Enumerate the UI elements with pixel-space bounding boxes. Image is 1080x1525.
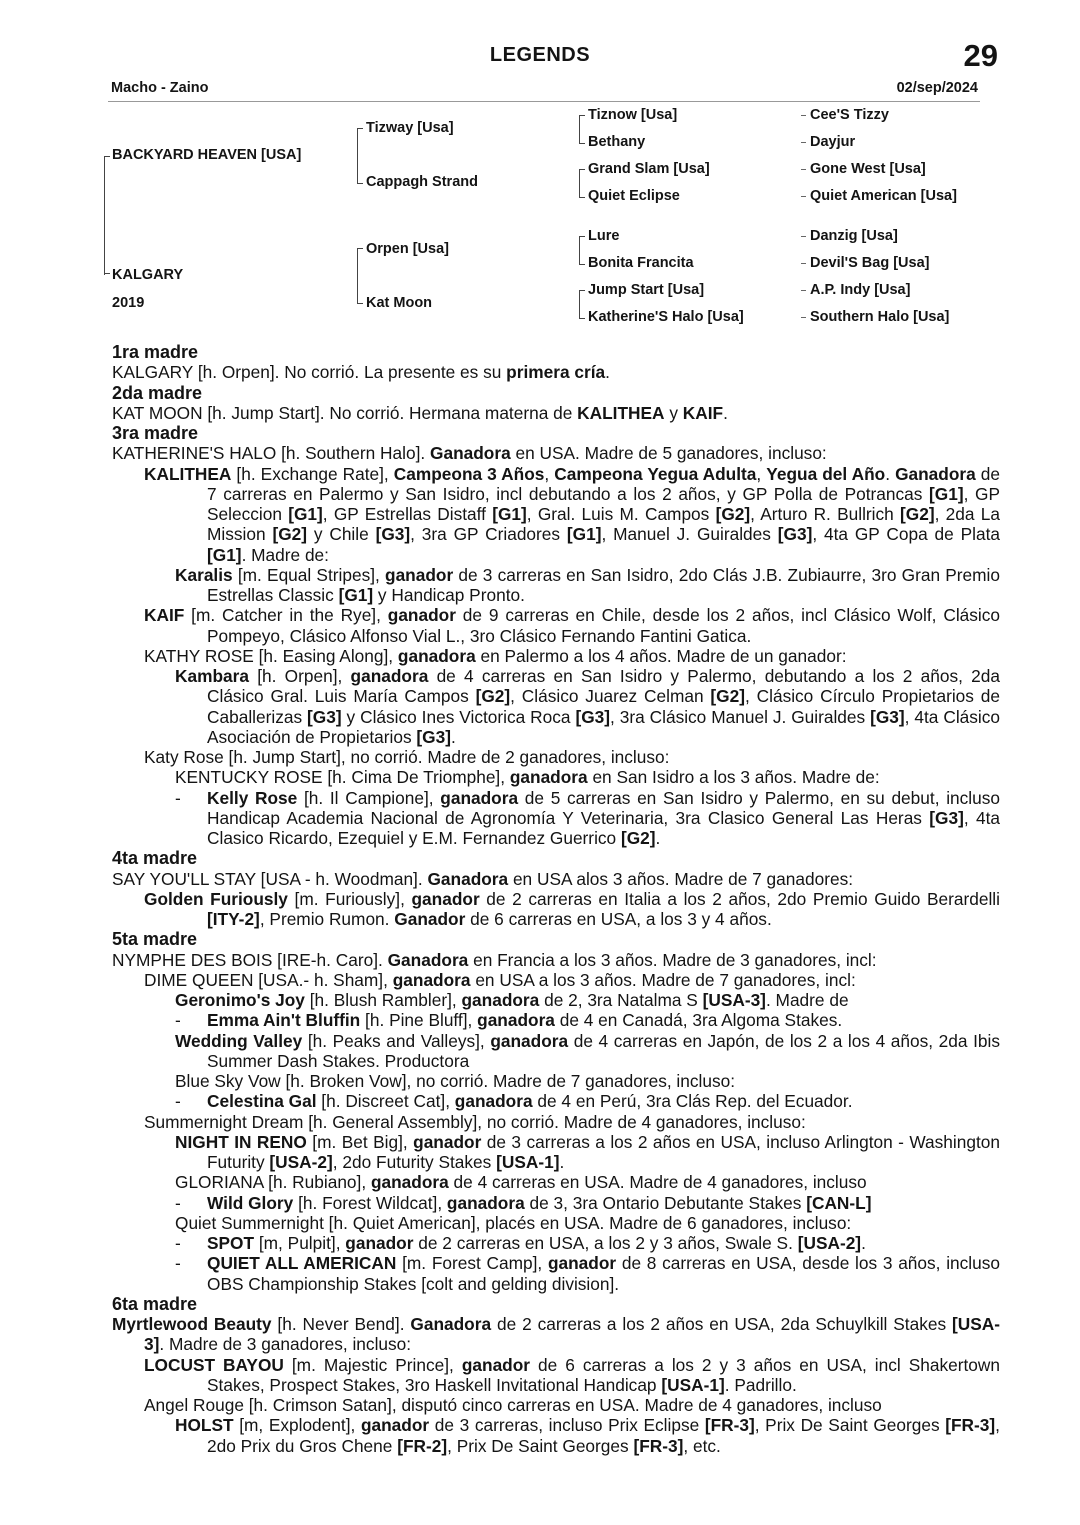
pedigree-g4: Southern Halo [Usa] <box>810 309 950 325</box>
text-run: de 4 carreras en Japón, de los 2 a los 4 años, 2da Ibis Summer Dash Stakes. Productora <box>207 1030 1000 1071</box>
text-run: de 3 carreras, incluso Prix Eclipse <box>429 1415 705 1436</box>
text-run: , <box>544 463 555 484</box>
pedigree-bracket <box>104 156 110 275</box>
section-heading: 4ta madre <box>112 848 198 869</box>
paragraph <box>0 788 1000 849</box>
text-run: [G2] <box>900 504 935 524</box>
pedigree-bracket <box>579 115 585 144</box>
text-run: . Padrillo. <box>724 1374 797 1395</box>
text-run: DIME QUEEN [USA.- h. Sham], <box>144 969 393 990</box>
pedigree-g2: Cappagh Strand <box>366 174 478 190</box>
text-run: , Prix De Saint Georges <box>754 1415 946 1436</box>
text-run: [CAN-L] <box>806 1192 872 1213</box>
list-dash: - <box>175 1091 181 1112</box>
text-run: [m. Majestic Prince], <box>283 1354 462 1375</box>
pedigree-bracket <box>579 290 585 319</box>
pedigree-tick <box>801 196 806 197</box>
text-run: de 3, 3ra Ontario Debutante Stakes <box>524 1192 807 1213</box>
produce-record <box>0 342 1080 1456</box>
pedigree-g2: Tizway [Usa] <box>366 120 454 136</box>
text-run: [h. Discreet Cat], <box>316 1091 455 1112</box>
text-run: Myrtlewood Beauty <box>112 1314 272 1334</box>
text-run: [G3] <box>870 706 905 727</box>
text-run: Ganadora <box>430 443 511 464</box>
text-run: KATHERINE'S HALO [h. Southern Halo]. <box>112 443 431 464</box>
text-run: ganador <box>413 1131 482 1152</box>
text-run: de 2, 3ra Natalma S <box>539 990 703 1010</box>
text-run: [G1] <box>566 524 602 545</box>
paragraph: Angel Rouge [h. Crimson Satan], disputó cinco carreras en USA. Madre de 4 ganadores, incluso <box>144 1395 882 1415</box>
text-run: KALGARY [h. Orpen]. No corrió. La presente es su <box>112 362 507 383</box>
text-run: [G2] <box>715 504 751 524</box>
text-run: [G1] <box>207 544 242 565</box>
text-run: y <box>664 402 683 423</box>
paragraph <box>0 1132 1000 1173</box>
text-run: [FR-2] <box>397 1435 448 1456</box>
text-run: ganador <box>385 564 454 585</box>
pedigree-g4: Danzig [Usa] <box>810 228 898 244</box>
text-run: de 6 carreras en USA, a los 3 y 4 años. <box>465 909 772 929</box>
text-run: [G1] <box>288 504 323 524</box>
pedigree-g3: Tiznow [Usa] <box>588 107 678 123</box>
paragraph <box>0 869 1000 889</box>
text-run: , 4ta GP Copa de Plata <box>812 524 1000 545</box>
page-title: LEGENDS <box>489 44 591 66</box>
text-run: . <box>655 828 661 848</box>
text-run: ganador <box>387 605 456 626</box>
paragraph: Quiet Summernight [h. Quiet American], placés en USA. Madre de 6 ganadores, incluso: <box>175 1212 852 1233</box>
text-run: [USA-1] <box>661 1374 725 1395</box>
text-run: Ganadora <box>410 1314 492 1334</box>
text-run: NYMPHE DES BOIS [IRE-h. Caro]. <box>112 949 388 970</box>
pedigree-g3: Bethany <box>588 134 646 150</box>
paragraph <box>0 605 1000 646</box>
text-run: GLORIANA [h. Rubiano], <box>175 1172 371 1193</box>
text-run: de 5 carreras en San Isidro y Palermo, en su debut, incluso Handicap Academia Nacional de Agronomía Y Veterinaria, 3ra Clasico General Las Heras <box>207 787 1000 828</box>
text-run: , 2da La Mission <box>207 504 1000 545</box>
text-run: KATHY ROSE [h. Easing Along], <box>144 645 398 666</box>
text-run: [FR-3] <box>704 1415 755 1436</box>
text-run: [h. Exchange Rate], <box>231 463 394 484</box>
text-run: Wild Glory <box>207 1192 294 1213</box>
text-run: ganador <box>411 888 480 909</box>
pedigree-g4: Cee'S Tizzy <box>810 107 889 123</box>
text-run: Kambara <box>175 666 249 686</box>
pedigree-g2: Kat Moon <box>366 295 433 311</box>
text-run: ganadora <box>477 1010 555 1031</box>
text-run: primera cría <box>506 362 606 383</box>
text-run: . Madre de: <box>241 544 329 565</box>
paragraph <box>0 1031 1000 1072</box>
text-run: de 3 carreras a los 2 años en USA, incluso Arlington - Washington Futurity <box>207 1131 1000 1172</box>
text-run: . <box>885 463 896 484</box>
paragraph <box>0 1314 1000 1355</box>
text-run: Golden Furiously <box>144 888 288 909</box>
text-run: [h. Pine Bluff], <box>360 1010 478 1031</box>
text-run: , 4ta Clasico Ricardo, Ezequiel y E.M. Fernandez Guerrico <box>207 807 1000 848</box>
text-run: [G3] <box>777 524 813 545</box>
text-run: . Madre de <box>765 990 849 1010</box>
text-run: ganador <box>547 1253 617 1274</box>
pedigree-dam: KALGARY <box>112 267 184 283</box>
text-run: [USA-1] <box>496 1152 560 1172</box>
text-run: y Chile <box>307 524 376 545</box>
text-run: en Palermo a los 4 años. Madre de un ganador: <box>475 645 847 666</box>
text-run: [m, Explodent], <box>233 1415 361 1436</box>
text-run: ganadora <box>440 787 519 808</box>
text-run: , etc. <box>683 1435 721 1456</box>
text-run: ganador <box>461 1354 531 1375</box>
pedigree-g3: Grand Slam [Usa] <box>588 161 710 177</box>
pedigree-tick <box>801 142 806 143</box>
text-run: ganadora <box>509 767 588 788</box>
text-run: , 4ta Clásico Asociación de Propietarios <box>207 706 1000 747</box>
text-run: ganadora <box>392 969 471 990</box>
text-run: SPOT <box>207 1233 255 1253</box>
text-run: [G1] <box>338 585 374 605</box>
text-run: [h. Forest Wildcat], <box>293 1192 447 1213</box>
text-run: KENTUCKY ROSE [h. Cima De Triomphe], <box>175 767 510 788</box>
text-run: [G3] <box>575 706 610 727</box>
text-run: QUIET ALL AMERICAN <box>207 1253 397 1274</box>
paragraph <box>0 767 1000 787</box>
paragraph <box>0 1253 1000 1294</box>
paragraph <box>0 889 1000 930</box>
paragraph <box>0 950 1000 970</box>
paragraph <box>0 1415 1000 1456</box>
list-dash: - <box>175 1010 181 1031</box>
text-run: [m. Forest Camp], <box>396 1253 548 1274</box>
paragraph <box>0 1172 1000 1192</box>
text-run: [m. Bet Big], <box>306 1131 414 1152</box>
text-run: KALITHEA <box>577 402 665 423</box>
text-run: . <box>559 1152 565 1172</box>
text-run: , Manuel J. Guiraldes <box>601 524 778 545</box>
pedigree-g2: Orpen [Usa] <box>366 241 449 257</box>
text-run: Campeona Yegua Adulta <box>554 463 757 484</box>
text-run: y Clásico Ines Victorica Roca <box>341 706 576 727</box>
text-run: , Clásico Círculo Propietarios de Caballerizas <box>207 686 1001 727</box>
text-run: Yegua del Año <box>766 463 886 484</box>
text-run: [USA-3] <box>144 1314 1000 1355</box>
text-run: HOLST <box>175 1415 234 1436</box>
text-run: ganadora <box>454 1091 533 1112</box>
text-run: [G1] <box>929 483 964 504</box>
paragraph <box>0 646 1000 666</box>
text-run: KAIF <box>144 605 185 626</box>
text-run: , Premio Rumon. <box>259 909 395 929</box>
text-run: en Francia a los 3 años. Madre de 3 ganadores, incl: <box>468 949 877 970</box>
text-run: ganadora <box>461 990 540 1010</box>
paragraph <box>0 403 1000 423</box>
text-run: de 3 carreras en San Isidro, 2do Clás J.B. Zubiaurre, 3ro Gran Premio Estrellas Classic <box>207 564 1000 605</box>
text-run: , GP Estrellas Distaff <box>322 504 493 524</box>
text-run: , <box>756 463 767 484</box>
pedigree-tick <box>801 169 806 170</box>
text-run: [FR-3] <box>633 1435 684 1456</box>
text-run: , Prix De Saint Georges <box>447 1435 634 1456</box>
section-heading: 3ra madre <box>112 423 199 443</box>
text-run: [h. Blush Rambler], <box>304 990 462 1010</box>
list-dash: - <box>175 1253 181 1274</box>
text-run: Wedding Valley <box>175 1030 303 1051</box>
text-run: [h. Il Campione], <box>297 787 441 808</box>
text-run: de 4 en Perú, 3ra Clás Rep. del Ecuador. <box>532 1091 853 1112</box>
text-run: [m. Equal Stripes], <box>232 564 386 585</box>
text-run: ganadora <box>446 1192 525 1213</box>
pedigree-year: 2019 <box>112 295 145 311</box>
page-number: 29 <box>963 38 998 73</box>
text-run: . <box>450 726 456 747</box>
section-heading: 2da madre <box>112 382 203 403</box>
list-dash: - <box>175 787 181 808</box>
text-run: [m. Catcher in the Rye], <box>184 605 388 626</box>
text-run: Ganadora <box>895 463 976 484</box>
text-run: [m. Furiously], <box>287 888 412 909</box>
text-run: Campeona 3 Años <box>393 463 545 484</box>
text-run: [G3] <box>929 807 964 828</box>
pedigree-sire: BACKYARD HEAVEN [USA] <box>112 147 302 163</box>
paragraph <box>0 464 1000 565</box>
text-run: , 3ra GP Criadores <box>410 524 567 545</box>
pedigree-tick <box>801 317 806 318</box>
text-run: [G2] <box>620 828 656 848</box>
paragraph <box>0 1355 1000 1396</box>
sex-color: Macho - Zaino <box>111 80 209 96</box>
paragraph <box>0 1091 1000 1111</box>
paragraph <box>0 1193 1000 1213</box>
pedigree-bracket <box>579 236 585 265</box>
text-run: [m, Pulpit], <box>254 1233 346 1253</box>
text-run: ganadora <box>397 645 476 666</box>
pedigree-g4: A.P. Indy [Usa] <box>810 282 911 298</box>
text-run: . <box>861 1233 866 1253</box>
text-run: Geronimo's Joy <box>175 990 305 1010</box>
paragraph <box>0 443 1000 463</box>
text-run: ganador <box>360 1415 430 1436</box>
pedigree-g3: Lure <box>588 228 620 244</box>
text-run: Karalis <box>175 564 233 585</box>
text-run: de 7 carreras en Palermo y San Isidro, incl debutando a los 2 años, y GP Polla de Potrancas <box>207 463 1001 504</box>
header-divider <box>108 101 980 102</box>
text-run: Ganadora <box>427 868 509 889</box>
text-run: , 2do Prix du Gros Chene <box>207 1415 1000 1456</box>
text-run: KALITHEA <box>144 463 232 484</box>
list-dash: - <box>175 1233 181 1253</box>
section-heading: 5ta madre <box>112 929 198 950</box>
text-run: , Clásico Juarez Celman <box>510 686 711 707</box>
text-run: [h. Never Bend]. <box>271 1314 411 1334</box>
pedigree-g3: Quiet Eclipse <box>588 188 680 204</box>
pedigree-tick <box>801 236 806 237</box>
text-run: . <box>605 362 610 383</box>
text-run: Celestina Gal <box>207 1091 317 1112</box>
text-run: [USA-2] <box>797 1233 862 1253</box>
text-run: de 4 carreras en San Isidro y Palermo, debutando a los 2 años, 2da Clásico Gral. Luis María Campos <box>207 666 1000 707</box>
text-run: en USA a los 3 años. Madre de 7 ganadores, incl: <box>470 969 856 990</box>
text-run: [FR-3] <box>945 1415 996 1436</box>
pedigree-g3: Katherine'S Halo [Usa] <box>588 309 744 325</box>
text-run: Emma Ain't Bluffin <box>207 1010 361 1031</box>
pedigree-g4: Quiet American [Usa] <box>810 188 957 204</box>
text-run: NIGHT IN RENO <box>175 1131 307 1152</box>
text-run: LOCUST BAYOU <box>144 1354 284 1375</box>
pedigree-tick <box>801 263 806 264</box>
text-run: ganadora <box>370 1172 449 1193</box>
text-run: [G2] <box>272 524 307 545</box>
text-run: . Madre de 3 ganadores, incluso: <box>159 1334 412 1355</box>
text-run: Ganadora <box>387 949 469 970</box>
paragraph <box>0 666 1000 747</box>
pedigree-bracket <box>357 128 363 184</box>
text-run: de 2 carreras en USA, a los 2 y 3 años, Swale S. <box>413 1233 798 1253</box>
paragraph: Summernight Dream [h. General Assembly], no corrió. Madre de 4 ganadores, incluso: <box>144 1111 806 1132</box>
text-run: [G2] <box>475 686 511 707</box>
text-run: [G3] <box>307 706 342 727</box>
text-run: ganadora <box>350 666 429 686</box>
text-run: de 4 en Canadá, 3ra Algoma Stakes. <box>554 1010 843 1031</box>
text-run: de 2 carreras en Italia a los 2 años, 2do Premio Guido Berardelli <box>479 888 1000 909</box>
pedigree-bracket <box>357 248 363 304</box>
text-run: [ITY-2] <box>207 909 260 929</box>
catalog-date: 02/sep/2024 <box>896 80 978 96</box>
pedigree-g3: Bonita Francita <box>588 255 694 271</box>
text-run: KAT MOON [h. Jump Start]. No corrió. Hermana materna de <box>112 402 578 423</box>
section-heading: 6ta madre <box>112 1293 198 1314</box>
pedigree-g4: Devil'S Bag [Usa] <box>810 255 930 271</box>
text-run: [G1] <box>492 504 527 524</box>
pedigree-g4: Dayjur <box>810 134 856 150</box>
paragraph: Blue Sky Vow [h. Broken Vow], no corrió. Madre de 7 ganadores, incluso: <box>175 1071 736 1091</box>
paragraph <box>0 990 1000 1010</box>
list-dash: - <box>175 1192 181 1213</box>
text-run: de 6 carreras a los 2 y 3 años en USA, incl Shakertown Stakes, Prospect Stakes, 3ro Haskell Invitational Handicap <box>207 1354 1000 1395</box>
text-run: [USA-3] <box>702 990 766 1010</box>
text-run: en USA alos 3 años. Madre de 7 ganadores: <box>508 868 854 889</box>
text-run: [G3] <box>375 524 411 545</box>
paragraph <box>0 362 1000 382</box>
pedigree-bracket <box>579 169 585 198</box>
text-run: , 2do Futurity Stakes <box>332 1152 497 1172</box>
paragraph <box>0 1233 1000 1253</box>
text-run: ganador <box>345 1233 414 1253</box>
text-run: , Arturo R. Bullrich <box>750 504 901 524</box>
text-run: [h. Peaks and Valleys], <box>302 1030 491 1051</box>
text-run: SAY YOU'LL STAY [USA - h. Woodman]. <box>112 868 428 889</box>
text-run: en San Isidro a los 3 años. Madre de: <box>587 767 880 788</box>
text-run: [USA-2] <box>269 1152 333 1172</box>
text-run: de 9 carreras en Chile, desde los 2 años, incl Clásico Wolf, Clásico Pompeyo, Clásico Alfonso Vial L., 3ro Clásico Fernando Fantini Gatica. <box>207 605 1000 646</box>
pedigree-tick <box>801 115 806 116</box>
pedigree-tick <box>801 290 806 291</box>
text-run: , Gral. Luis M. Campos <box>526 504 716 524</box>
text-run: , 3ra Clásico Manuel J. Guiraldes <box>610 706 871 727</box>
text-run: Ganador <box>394 909 466 929</box>
section-heading: 1ra madre <box>112 342 199 362</box>
paragraph: Katy Rose [h. Jump Start], no corrió. Madre de 2 ganadores, incluso: <box>144 747 670 767</box>
text-run: . <box>723 402 728 423</box>
text-run: [h. Orpen], <box>248 666 351 686</box>
text-run: en USA. Madre de 5 ganadores, incluso: <box>510 443 827 464</box>
text-run: , GP Seleccion <box>207 483 1000 524</box>
text-run: Kelly Rose <box>207 787 298 808</box>
text-run: [G2] <box>710 686 745 707</box>
paragraph <box>0 565 1000 606</box>
paragraph <box>0 1010 1000 1030</box>
text-run: KAIF <box>682 402 724 423</box>
text-run: y Handicap Pronto. <box>373 585 525 605</box>
text-run: de 2 carreras a los 2 años en USA, 2da Schuylkill Stakes <box>491 1314 952 1334</box>
text-run: de 8 carreras en USA, desde los 3 años, incluso OBS Championship Stakes [colt and gelding division]. <box>207 1253 1000 1294</box>
pedigree-bracket <box>104 264 110 274</box>
pedigree-g4: Gone West [Usa] <box>810 161 926 177</box>
text-run: de 4 carreras en USA. Madre de 4 ganadores, incluso <box>448 1172 867 1193</box>
paragraph <box>0 970 1000 990</box>
text-run: [G3] <box>416 726 451 747</box>
text-run: ganadora <box>490 1030 569 1051</box>
pedigree-g3: Jump Start [Usa] <box>588 282 705 298</box>
